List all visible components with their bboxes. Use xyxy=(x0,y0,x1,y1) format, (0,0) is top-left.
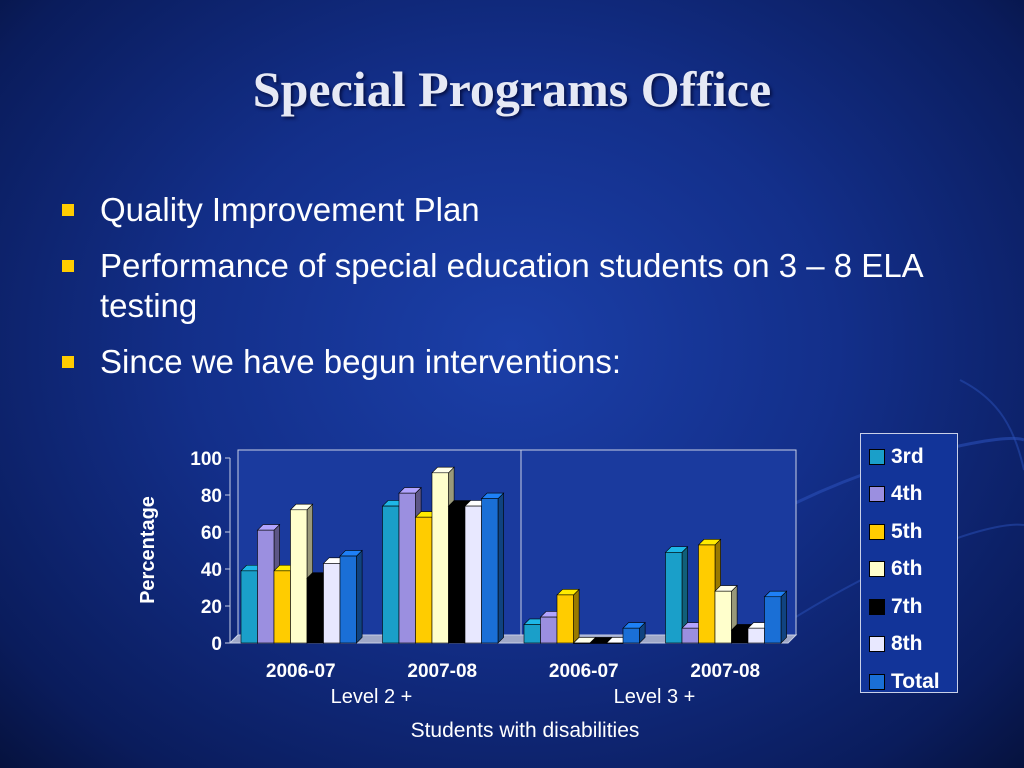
legend-label: 4th xyxy=(891,482,923,506)
legend-swatch xyxy=(869,674,885,690)
bar-side xyxy=(781,591,787,643)
legend-label: Total xyxy=(891,669,940,693)
y-tick-label: 100 xyxy=(190,449,222,470)
bar-front xyxy=(607,643,624,644)
bar-front xyxy=(432,473,449,643)
legend-swatch xyxy=(869,524,885,540)
bar-front xyxy=(291,510,308,643)
bar-front xyxy=(732,630,749,643)
bar-front xyxy=(666,552,683,643)
bar-side xyxy=(498,493,504,643)
x-tick-label: 2006-07 xyxy=(265,661,336,682)
category-group-label: Level 3 + xyxy=(613,686,696,708)
bar-front xyxy=(307,578,324,643)
bar-front xyxy=(541,617,558,643)
legend-item xyxy=(861,476,957,514)
bar-front xyxy=(340,556,357,643)
bullet-text: Quality Improvement Plan xyxy=(100,191,480,228)
x-axis-label: Students with disabilities xyxy=(410,719,640,742)
legend-swatch xyxy=(869,599,885,615)
legend-label: 6th xyxy=(891,557,923,581)
bar-front xyxy=(399,493,416,643)
bar-front xyxy=(258,530,275,643)
x-tick-label: 2007-08 xyxy=(407,661,478,682)
bar-front xyxy=(590,643,607,644)
legend-item xyxy=(861,626,957,664)
bar-side xyxy=(357,550,363,643)
bar-front xyxy=(557,595,574,643)
bar-front xyxy=(682,628,699,643)
bar-front xyxy=(324,563,341,643)
bar-front xyxy=(524,625,541,644)
bullet-text: Performance of special education students on 3 – 8 ELA testing xyxy=(100,247,922,324)
slide-title: Special Programs Office xyxy=(252,61,772,117)
bar-front xyxy=(383,506,400,643)
y-tick-label: 0 xyxy=(211,634,222,655)
bar-total-0 xyxy=(340,550,362,643)
legend-item xyxy=(861,588,957,626)
legend-swatch xyxy=(869,636,885,652)
bar-front xyxy=(465,506,482,643)
bar-front xyxy=(748,628,765,643)
bar-front xyxy=(241,571,258,643)
category-group-label: Level 2 + xyxy=(330,686,413,708)
legend-label: 5th xyxy=(891,519,923,543)
legend-item xyxy=(861,513,957,551)
bar-front xyxy=(715,591,732,643)
legend-label: 8th xyxy=(891,632,923,656)
bar-front xyxy=(623,628,640,643)
bar-front xyxy=(765,597,782,643)
x-tick-label: 2006-07 xyxy=(548,661,619,682)
bullet-text: Since we have begun interventions: xyxy=(100,343,622,380)
chart-legend xyxy=(860,433,958,693)
y-tick-label: 80 xyxy=(200,486,222,507)
bar-total-2 xyxy=(623,623,645,643)
bar-front xyxy=(449,506,466,643)
legend-swatch xyxy=(869,486,885,502)
legend-label: 3rd xyxy=(891,444,924,468)
legend-label: 7th xyxy=(891,594,923,618)
bar-front xyxy=(699,545,716,643)
bar-front xyxy=(274,571,291,643)
bar-side xyxy=(574,589,580,643)
bar-5th-2 xyxy=(557,589,579,643)
bar-front xyxy=(416,517,433,643)
bar-total-1 xyxy=(482,493,504,643)
legend-item xyxy=(861,663,957,701)
y-tick-label: 60 xyxy=(200,523,222,544)
legend-item xyxy=(861,551,957,589)
bar-front xyxy=(574,643,591,644)
legend-swatch xyxy=(869,561,885,577)
y-tick-label: 40 xyxy=(200,560,222,581)
legend-item xyxy=(861,438,957,476)
bar-front xyxy=(482,499,499,643)
y-axis-label: Percentage xyxy=(137,496,159,604)
x-tick-label: 2007-08 xyxy=(690,661,761,682)
bar-total-3 xyxy=(765,591,787,643)
y-tick-label: 20 xyxy=(200,597,222,618)
legend-swatch xyxy=(869,449,885,465)
